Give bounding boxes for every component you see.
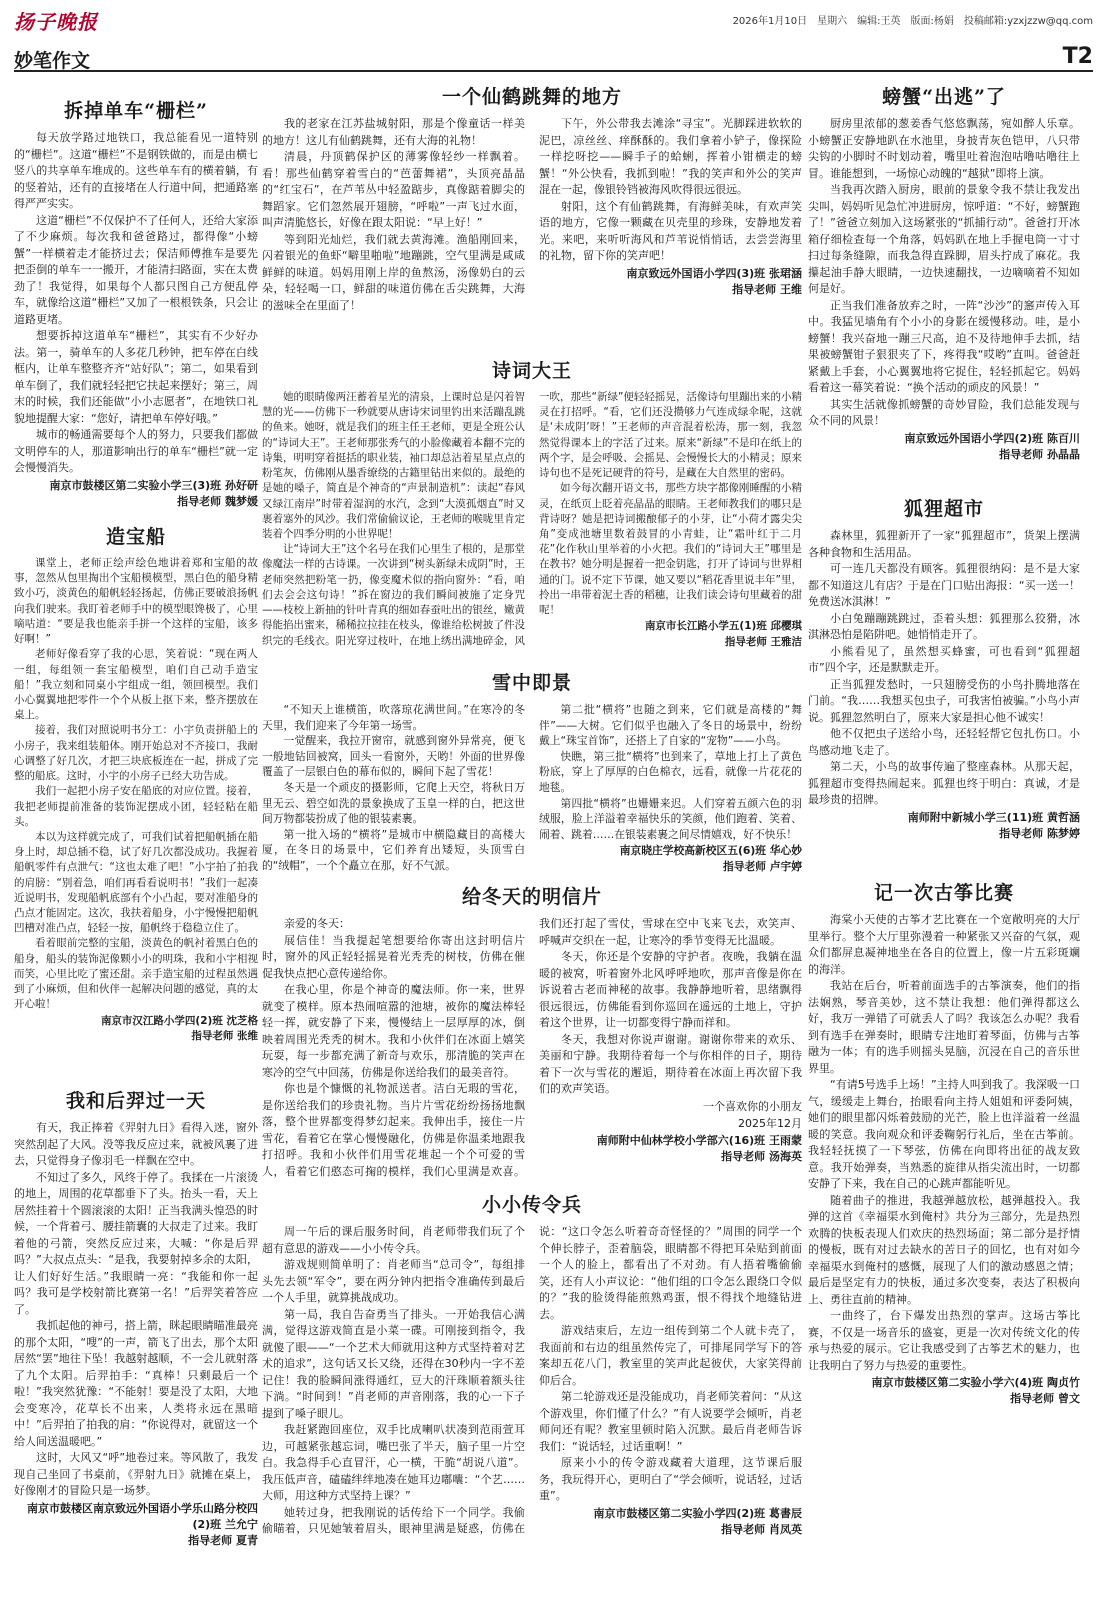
paragraph: 第二天，小鸟的故事传遍了整座森林。从那天起，狐狸超市变得热闹起来。狐狸也终于明白：真诚，才是最珍贵的招牌。 xyxy=(808,760,1080,806)
paragraph: 老师好像看穿了我的心思，笑着说：“现在两人一组，每组领一套宝船模型，咱们自己动手造宝船！”我立刻和同桌小宇组成一组，领回模型。我们小心翼翼地把零件一个个从板上抠下来，整齐摆放在桌上。 xyxy=(14,648,258,722)
paragraph: 我抓起他的神弓，搭上箭，眯起眼睛瞄准最亮的那个太阳，“嗖”的一声，箭飞了出去，那个太阳居然“罢”地往下坠！我越射越顺，不一会儿就射落了九个太阳。后羿拍手：“真棒！只剩最后一个啦！”我突然犹豫：“不能射！要是没了太阳，大地会变寒冷，花草长不出来，人类将永远在黑暗中！”后羿拍了拍我的肩：“你说得对，就留这一个给人间送温暖吧。” xyxy=(14,1319,258,1448)
paragraph: 第四批“横将”也姗姗来迟。人们穿着五颜六色的羽绒服，脸上洋溢着幸福快乐的笑颜，他们跑着、笑着、闹着、跳着……在银装素裹之间尽情嬉戏，好不快乐！ xyxy=(539,796,802,841)
article-title: 记一次古筝比赛 xyxy=(873,882,1014,904)
paragraph: 本以为这样就完成了，可我们试着把船帆插在船身上时，却总插不稳，试了好几次都没成功。我握着船帆零件有点泄气：“这也太难了吧！”小宇拍了拍我的肩膀：“别着急，咱们再看看说明书！”我们一起凑近说明书，发现船帆底部有个小凸起，要对准船身的凸点才能固定。这次，我扶着船身，小宇慢慢把船帆凹槽对准凸点，轻轻一按，船帆终于稳稳立住了。 xyxy=(14,830,258,935)
paragraph: 小熊看见了，虽然想买蜂蜜，可也看到“狐狸超市”四个字，还是默默走开。 xyxy=(808,644,1080,674)
paragraph: 她转过身，把我刚说的话传给下一个同学。我偷偷瞄着，只见她皱着眉头，眼神里满是疑惑，仿佛在说：“这口令怎么听着奇奇怪怪的？”周围的同学一个个伸长脖子，歪着脑袋，眼睛都不得把耳朵贴到前面一个人的脸上，都看出了不对劲。有人捂着嘴偷偷笑，还有人小声议论：“他们组的口令怎么跟绕口令似的？”我的脸烫得能煎熟鸡蛋，恨不得找个地缝钻进去。 xyxy=(262,1225,802,1535)
paragraph: 其实生活就像抓螃蟹的奇妙冒险，我们总能发现与众不同的风景！ xyxy=(808,397,1080,427)
paragraph: 一曲终了，台下爆发出热烈的掌声。这场古筝比赛，不仅是一场音乐的盛宴，更是一次对传统文化的传承与热爱的展示。它让我感受到了古筝艺术的魅力，也让我明白了努力与热爱的重要性。 xyxy=(808,1309,1080,1372)
paragraph: 冬天，你还是个安静的守护者。夜晚，我躺在温暖的被窝，听着窗外北风呼呼地吹，那声音像是你在诉说着古老而神秘的故事。我静静地听着，思绪飘得很远很远，仿佛能看到你巡回在遥远的土地上，守护着这个世界，让一切都变得宁静而祥和。 xyxy=(539,950,802,1029)
paragraph: 第一批入场的“横将”是城市中横隐藏目的高楼大厦，在冬日的场景中，它们养育出矮短，头顶雪白的“绒帽”，一个个矗立在那，好不气派。 xyxy=(262,827,525,872)
paragraph: 亲爱的冬天： xyxy=(284,917,350,930)
teacher-credit: 指导老师 王维 xyxy=(732,282,802,296)
article-a5 xyxy=(262,358,802,666)
paragraph: 城市的畅通需要每个人的努力，只要我们都做文明停车的人，那道影响出行的单车“栅栏”就一定会慢慢消失。 xyxy=(14,428,258,474)
paragraph: 在我心里，你是个神奇的魔法师。你一来，世界就变了模样。原本热闹喧嚣的池塘，被你的魔法棒轻轻一挥，就安静了下来，慢慢结上一层厚厚的冰，倒映着周围光秃秃的树木。我和小伙伴们在冰面上嬉笑玩耍，每一步都充满了新奇与欢乐，那清脆的笑声在寒冷的空气中回荡，仿佛是你送给我们的最美音符。 xyxy=(262,983,525,1079)
paragraph: 海棠小天使的古筝才艺比赛在一个宽敞明亮的大厅里举行。整个大厅里弥漫着一种紧张又兴奋的气氛，观众们都屏息凝神地坐在各自的位置上，像一片五彩斑斓的海洋。 xyxy=(808,913,1080,976)
issue-date: 2026年1月10日 xyxy=(732,16,808,27)
letter-date: 2025年12月 xyxy=(738,1116,802,1130)
paragraph: 原来小小的传令游戏藏着大道理，这节课后服务，我玩得开心，更明白了“学会倾听，说话轻，过话重”。 xyxy=(539,1456,802,1502)
paragraph: 冬天，我想对你说声谢谢。谢谢你带来的欢乐、美丽和宁静。我期待着每一个与你相伴的日子，期待着下一次与雪花的邂逅，期待着在冰面上再次留下我们的欢声笑语。 xyxy=(539,1032,802,1095)
issue-editor: 编辑:王英 xyxy=(857,16,901,27)
article-title: 诗词大王 xyxy=(491,360,572,382)
paragraph: 第一局，我自告奋勇当了排头。一开始我信心满满，觉得这游戏简直是小菜一碟。可刚接到指令，我就傻了眼——“一个艺术大师就用这种方式坚持着对艺术的追求”，这句话又长又绕，还得在30秒内一字不差记住！我的脸瞬间涨得通红，豆大的汗珠顺着额头往下淌。“时间到！”肖老师的声音刚落，我的心一下子提到了嗓子眼儿。 xyxy=(262,1307,525,1420)
paragraph: 下午，外公带我去滩涂“寻宝”。光脚踩进软软的泥巴，凉丝丝、痒酥酥的。我们拿着小铲子，像探险一样挖呀挖——瞬手子的蛤蜊，挥着小钳横走的螃蟹！“外公快看，我抓到啦！”我的笑声和外公的笑声混在一起，像银铃铛被海风吹得很远很远。 xyxy=(539,117,802,196)
article-title: 造宝船 xyxy=(105,526,166,548)
paragraph: 我的老家在江苏盐城射阳，那是个像童话一样美的地方！这儿有仙鹤跳舞，还有大海的礼物！ xyxy=(262,117,525,147)
author-school: 南师附中仙林学校小学部六(16)班 王雨蒙 xyxy=(596,1133,802,1147)
teacher-credit: 指导老师 王雅洁 xyxy=(724,635,802,648)
paragraph: 有天，我正捧着《羿射九日》看得入迷，窗外突然刮起了大风。没等我反应过来，就被风裹了进去，只觉得身子像羽毛一样飘在空中。 xyxy=(14,1121,258,1167)
paragraph: 周一午后的课后服务时间，肖老师带我们玩了个超有意思的游戏——小小传令兵。 xyxy=(262,1225,525,1255)
article-a9 xyxy=(808,84,1080,492)
article-a10 xyxy=(808,496,1080,876)
article-body xyxy=(808,912,1080,1407)
article-body xyxy=(262,1224,802,1538)
issue-info xyxy=(723,12,1093,27)
paragraph: 这时，大风又“呼”地卷过来。等风散了，我发现自己坐回了书桌前，《羿射九日》就摊在桌上，好像刚才的冒险只是一场梦。 xyxy=(14,1451,258,1497)
section-name: 妙笔作文 xyxy=(14,50,91,72)
paragraph: 她的眼睛像两汪蓄着星光的清泉，上课时总是闪着智慧的光——仿佛下一秒就要从唐诗宋词里钓出来活蹦乱跳的鱼来。她呀，就是我们的班主任王老师，更是全班公认的“诗词大王”。王老师那张秀气的小脸像藏着本翻不完的诗集，明明穿着挺括的职业装，袖口却总沾着星星点点的粉笔灰，仿佛刚从墨香缭绕的古籍里钻出来似的。最绝的是她的嗓子，简直是个神奇的“声景制造机”：读起“春风又绿江南岸”时带着湿润的水汽，念到“大漠孤烟直”时又裹着塞外的风沙。我们常偷偷议论，王老师的喉咙里肯定装着个四季分明的小世界呢！ xyxy=(262,391,525,540)
article-a1 xyxy=(14,98,258,518)
page-code: T2 xyxy=(1062,44,1093,69)
paragraph: 每天放学路过地铁口，我总能看见一道特别的“栅栏”。这道“栅栏”不是钢铁做的，而是由横七竖八的共享单车堆成的。这些单车有的横着躺，有的竖着站，还有的直接堵在人行道中间，把通路塞得严严实实。 xyxy=(14,131,258,210)
paragraph: 随着曲子的推进，我越弹越放松，越弹越投入。我弹的这首《幸福渠水到俺村》共分为三部分，先是热烈欢腾的快板表现人们欢庆的热烈场面；第二部分是抒情的慢板，既有对过去缺水的苦日子的回忆，也有对如今幸福渠水到俺村的感慨，展现了人们的激动感恩之情；最后是坚定有力的快板，通过多次变奏，表达了积极向上、勇往直前的精神。 xyxy=(808,1193,1080,1306)
author-school: 南京市汉江路小学四(2)班 沈芝格 xyxy=(100,1014,258,1027)
author-school: 南京致远外国语小学四(3)班 张珺涵 xyxy=(626,266,802,280)
article-title: 我和后羿过一天 xyxy=(65,1090,206,1112)
paragraph: “不知天上谁横笛，吹落琼花满世间。”在寒冷的冬天里，我们迎来了今年第一场雪。 xyxy=(262,703,525,732)
article-body xyxy=(14,1120,258,1549)
paragraph: 课堂上，老师正绘声绘色地讲着郑和宝船的故事，忽然从包里掏出个宝船模模型，黑白色的船身精致小巧，淡黄色的船帆轻轻扬起，仿佛正要破浪扬帆向我们驶来。我盯着老师手中的模型眼馋极了，心里嘀咕道：“要是我也能亲手拼一个这样的宝船，该多好啊！” xyxy=(14,557,258,646)
article-title: 螃蟹“出逃”了 xyxy=(882,86,1006,108)
paragraph: 当我再次踏入厨房，眼前的景象令我不禁让我发出尖叫，妈妈听见急忙冲进厨房，惊呼道：“不好，螃蟹跑了！”爸爸立刻加入这场紧张的“抓捕行动”。爸爸打开冰箱仔细检查每一个角落，妈妈趴在地上手握电筒一寸寸扫过每条缝隙，而我急得直跺脚，眉头拧成了麻花。我攥起油手静大眼睛，一边快速翻找，一边嘀嘀着不知如何是好。 xyxy=(808,183,1080,295)
teacher-credit: 指导老师 曾文 xyxy=(1010,1392,1080,1405)
article-body xyxy=(262,916,802,1180)
paragraph: 森林里，狐狸新开了一家“狐狸超市”，货架上摆满各种食物和生活用品。 xyxy=(808,529,1080,559)
article-a6 xyxy=(262,670,802,880)
teacher-credit: 指导老师 夏青 xyxy=(188,1533,258,1547)
paragraph: “有请5号选手上场！”主持人叫到我了。我深吸一口气，缓缓走上舞台，抬眼看向主持人姐姐和评委阿姨，她们的眼里都闪烁着鼓励的光芒，脸上也洋溢着一丝温暖的笑意。我向观众和评委鞠躬行礼后，坐在古筝前。我轻轻抚摸了一下琴弦，仿佛在向即将出征的战友致意。我开始弹奏，当熟悉的旋律从指尖流出时，一切都安静了下来，我在自己的心跳声都能听见。 xyxy=(808,1078,1080,1190)
paragraph: 正当狐狸发愁时，一只翅膀受伤的小鸟扑腾地落在门前。“我……我想买包虫子，可我害怕被骗。”小鸟小声说。狐狸忽然明白了，原来大家是担心他不诚实！ xyxy=(808,677,1080,724)
paragraph: 让“诗词大王”这个名号在我们心里生了根的，是那堂像魔法一样的古诗课。一次讲到“树头新绿未成阴”时，王老师突然把粉笔一扔，像变魔术似的指向窗外：“看，咱们去会会这句诗！”拆在窗边的我们瞬间被施了定身咒——枝校上新抽的针叶青真的细如春蚕吐出的银丝，嫩黄得能掐出蜜来，稀稀拉拉挂在枝头，像谁给松树披了件没织完的毛线衣。阳光穿过枝叶，在地上绣出满地碎金，风一吹，那些“新绿”便轻轻摇晃，活像诗句里蹦出来的小精灵在打招呼。“看，它们还没攒够力气连成绿伞呢，这就是‘未成阴’呀！”王老师的声音混着松涛，那一刻，我忽然觉得课本上的字活了过来。原来“新绿”不是印在纸上的两个字，是会呼吸、会摇晃、会慢慢长大的小精灵；原来诗句也不是死记硬背的符号，是藏在大自然里的密码。 xyxy=(262,391,802,647)
paragraph: 小白兔蹦蹦跳跳过，歪着头想：狐狸那么狡猾，冰淇淋恐怕是陷阱吧。她悄悄走开了。 xyxy=(808,611,1080,641)
article-a2 xyxy=(14,524,258,1082)
paragraph: 等到阳光灿烂，我们就去黄海滩。渔船刚回来，闪着银光的鱼虾“噼里啪啦”地蹦跳，空气里满是咸咸鲜鲜的味道。妈妈用刚上岸的鱼熬汤，汤像奶白的云朵，轻轻喝一口，鲜甜的味道仿佛在舌尖跳舞，大海的滋味全在里面了！ xyxy=(262,232,525,312)
paragraph: 可一连几天都没有顾客。狐狸很纳闷：是不是大家都不知道这儿有店？于是在门口贴出海报：“买一送一！免费送冰淇淋！” xyxy=(808,562,1080,608)
article-title: 小小传令兵 xyxy=(481,1194,582,1216)
paragraph: 如今每次翻开语文书，那些方块字都像刚睡醒的小精灵，在纸页上眨着亮晶晶的眼睛。王老师教我们的哪只是背诗呀？她是把诗词搬酿郁子的小芽，让“小荷才露尖尖角”变成池塘里数着鼓冒的小青蛙，让“霜叶红于二月花”化作秋山里举着的小火把。我们的“诗词大王”哪里是在教书？她分明是握着一把金钥匙，打开了诗词与世界相通的门。说不定下节课，她又要以“稻花香里说丰年”里，拎出一串带着泥土香的稻穗，让我们读会诗句里藏着的甜呢！ xyxy=(539,482,802,617)
issue-email: 投稿邮箱:yzxjzzw@qq.com xyxy=(963,16,1093,27)
article-title: 雪中即景 xyxy=(491,672,572,694)
paragraph: 清晨，丹顶鹤保护区的薄雾像轻纱一样飘着。看！那些仙鹤穿着雪白的“芭蕾舞裙”，头顶亮晶晶的“红宝石”，在芦苇丛中轻盈踮步，真像踮着脚尖的舞蹈家。它们忽然展开翅膀，“呼啦”一声飞过水面，叫声清脆悠长，好像在跟太阳说：“早上好！” xyxy=(262,150,525,229)
letter-signature: 一个喜欢你的小朋友 xyxy=(703,1099,802,1113)
article-title: 拆掉单车“栅栏” xyxy=(64,100,208,122)
article-body xyxy=(14,556,258,1044)
paragraph: 游戏结束后，左边一组传到第二个人就卡壳了，我面前和右边的组虽然传完了，可排尾同学写下的答案却五花八门，教室里的笑声此起彼伏，大家笑得前仰后合。 xyxy=(539,1324,802,1387)
article-a4 xyxy=(262,84,802,354)
teacher-credit: 指导老师 陈梦婷 xyxy=(999,826,1080,840)
author-school: 南师附中新城小学三(11)班 黄哲涵 xyxy=(907,810,1080,824)
article-body xyxy=(262,390,802,650)
paragraph: 厨房里浓郁的葱姜香气悠悠飘荡，宛如醉人乐章。小螃蟹正安静地趴在水池里，身披青灰色铠甲，八只带尖钩的小脚时不时划动着，嘴里吐着泡泡咕噜咕噜往上冒。谁能想到，一场惊心动魄的“越狱”即将上演。 xyxy=(808,117,1080,180)
issue-layout: 版面:杨娟 xyxy=(910,16,954,27)
article-title: 一个仙鹤跳舞的地方 xyxy=(441,86,622,108)
paragraph: 我赶紧跑回座位，双手比成喇叭状凑到范雨萱耳边，可越紧张越忘词，嘴巴张了半天，脑子里一片空白。我急得手心直冒汗，心一横，干脆“胡说八道”。我压低声音，磕磕绊绊地凑在她耳边嘟囔：“个艺……大师，用这种方式坚持上课？” xyxy=(262,1423,525,1502)
paragraph: 游戏规则简单明了：肖老师当“总司令”，每组排头先去领“军令”，要在两分钟内把指令准确传到最后一个人手里，就算挑战成功。 xyxy=(262,1258,525,1304)
article-body xyxy=(262,116,802,314)
article-body xyxy=(808,528,1080,842)
paragraph: 第二轮游戏还是没能成功，肖老师笑着问：“从这个游戏里，你们懂了什么？”有人说要学会倾听，肖老师问还有呢？教室里顿时陷入沉默。最后肖老师告诉我们：“说话轻，过话重啊！” xyxy=(539,1390,802,1453)
paragraph: 他不仅把虫子送给小鸟，还轻轻帮它包扎伤口。小鸟感动地飞走了。 xyxy=(808,727,1080,757)
paragraph: 正当我们准备放弃之时，一阵“沙沙”的窸声传入耳中。我猛见墙角有个小小的身影在缓慢移动。哇，是小螃蟹！我兴奋地一蹦三尺高，迫不及待地伸手去抓，结果被螃蟹钳子狠狠夹了下，疼得我“哎哟”直叫。爸爸赶紧戴上手套，小心翼翼地将它捉住，轻轻抓起它。妈妈看着这一幕笑着说：“换个活动的顽皮的风景！” xyxy=(808,298,1080,394)
paragraph: 我们一起把小房子安在船底的对应位置。接着，我把老师提前准备的装饰泥摆成小团，轻轻粘在船头。 xyxy=(14,785,258,828)
article-title: 狐狸超市 xyxy=(903,498,984,520)
author-school: 南京市鼓楼区第二实验小学六(4)班 陶贞竹 xyxy=(871,1376,1080,1389)
article-body xyxy=(14,130,258,510)
paragraph: 我站在后台，听着前面选手的古筝演奏，他们的指法娴熟，琴音美妙，这不禁让我想：他们弹得都这么好，我万一弹错了可就丢人了吗？我该怎么办呢？我看到有选手在弹奏时，眼睛专注地盯着琴面，仿佛与古筝融为一体；有的选手则摇头晃脑，沉浸在自己的音乐世界里。 xyxy=(808,979,1080,1075)
article-a3 xyxy=(14,1088,258,1594)
paragraph: 这道“栅栏”不仅保护不了任何人，还给大家添了不少麻烦。每次我和爸爸路过，都得像“小螃蟹”一样横着走才能挤过去；保洁师傅推车是要先把歪倒的单车一一搬开，才能清扫路面，实在太费劲了！我觉得，如果每个人都只图自己方便乱停车，就像给这道“栅栏”又加了一根根铁条，只会让道路更堵。 xyxy=(14,213,258,326)
article-a11 xyxy=(808,880,1080,1594)
paragraph: 冬天是一个顽皮的摄影师，它爬上天空，将秋日万里无云、碧空如洗的景象换成了玉皇一样的白，把这世间万物都装扮成了他的银装素裹。 xyxy=(262,780,525,826)
section-bar xyxy=(14,44,1093,72)
article-body xyxy=(808,116,1080,463)
article-a7 xyxy=(262,884,802,1188)
paragraph: 一觉醒来，我拉开窗帘，就感到窗外异常亮，便飞一般地钻回被窝，回头一看窗外，天哟！外面的世界像覆盖了一层银白色的幕布似的，瞬间下起了雪花！ xyxy=(262,734,525,779)
author-school: 南京市长江路小学五(1)班 邱樱琪 xyxy=(644,620,802,633)
paragraph: 不知过了多久，风终于停了。我揉在一片滚烫的地上，周围的花草都垂下了头。抬头一看，天上居然挂着十个圆滚滚的太阳！正当我满头惶恐的时候，一个背着弓、腰挂箭囊的大叔走了过来。我盯着他的弓箭，突然反应过来，大喊：“你是后羿吗？”大叔点点头：“是我，我要射掉多余的太阳，让人们好好生活。”我眼睛一亮：“我能和你一起吗？我可是学校射箭比赛第一名！”后羿笑着答应了。 xyxy=(14,1170,258,1316)
author-school: 南京市鼓楼区第二实验小学四(2)班 葛書辰 xyxy=(593,1506,802,1520)
paragraph: 看着眼前完整的宝船，淡黄色的帆衬着黑白色的船身，船头的装饰泥像颗小小的明珠，我和小宇相视而笑，心里比吃了蜜还甜。亲手造宝船的过程虽然遇到了小麻烦，但和伙伴一起解决问题的感觉，真的太开心啦！ xyxy=(14,937,258,1011)
author-school: 南京晓庄学校高新校区五(6)班 华心妙 xyxy=(619,844,802,858)
paragraph: 你也是个慷慨的礼物派送者。洁白无瑕的雪花，是你送给我们的珍贵礼物。当片片雪花纷纷扬扬地飘落，整个世界都变得梦幻起来。我伸出手，接住一片雪花，看着它在掌心慢慢融化，仿佛是你温柔地跟我打招呼。我和小伙伴们用雪花堆起一个个可爱的雪人，看着它们憨态可掬的模样，我们心里满是欢喜。我们还打起了雪仗，雪球在空中飞来飞去，欢笑声、呼喊声交织在一起，让寒冷的季节变得无比温暖。 xyxy=(262,917,802,1178)
teacher-credit: 指导老师 卢宇婷 xyxy=(723,859,802,873)
author-school: 南京市鼓楼区第二实验小学三(3)班 孙好研 xyxy=(49,478,258,492)
paragraph: 快瞧，第三批“横将”也到来了，草地上打上了黄色粉底，穿上了厚厚的白色棉衣，远看，就像一片花花的地毯。 xyxy=(539,749,802,794)
paragraph: 展信佳！当我提起笔想要给你寄出这封明信片时，窗外的风正轻轻摇晃着光秃秃的树枝，仿佛在催促我快点把心意传递给你。 xyxy=(262,933,525,980)
author-school: 南京致远外国语小学四(2)班 陈百川 xyxy=(904,431,1080,445)
masthead xyxy=(14,6,1093,34)
teacher-credit: 指导老师 孙晶晶 xyxy=(999,447,1080,461)
teacher-credit: 指导老师 汤海英 xyxy=(721,1149,802,1163)
teacher-credit: 指导老师 魏梦媛 xyxy=(177,494,258,508)
article-body xyxy=(262,702,802,875)
paragraph: 第二批“横将”也随之到来，它们就是高楼的“舞伴”——大树。它们似乎也融入了冬日的场景中，纷纷戴上“珠宝首饰”，还搭上了自家的“宠物”——小鸟。 xyxy=(539,703,802,748)
teacher-credit: 指导老师 肖凤英 xyxy=(721,1522,802,1536)
article-title: 给冬天的明信片 xyxy=(461,886,602,908)
article-a8 xyxy=(262,1192,802,1594)
paragraph: 接着，我们对照说明书分工：小宇负责拼船上的小房子，我来组装船体。刚开始总对不齐接口，我耐心调整了好几次，才把三块底板连在一起，拼成了完整的船底。这时，小宇的小房子已经大功告成。 xyxy=(14,724,258,783)
newspaper-logo: 扬子晚报 xyxy=(14,10,98,34)
paragraph: 想要拆掉这道单车“栅栏”，其实有不少好办法。第一，骑单车的人多花几秒钟，把车停在白线框内，让单车整整齐齐“站好队”；第二，如果看到单车倒了，我们就轻轻把它扶起来摆好；第三，周末的时候，我们还能做“小小志愿者”，在地铁口礼貌地提醒大家：“您好，请把单车停好哦。” xyxy=(14,329,258,425)
teacher-credit: 指导老师 张维 xyxy=(191,1029,258,1042)
paragraph: 射阳，这个有仙鹤跳舞，有海鲜美味，有欢声笑语的地方，它像一颗藏在贝壳里的珍珠，安静地发着光。来吧，来听听海风和芦苇说悄悄话，去尝尝海里的礼物，留下你的笑声吧！ xyxy=(539,199,802,262)
issue-weekday: 星期六 xyxy=(817,16,848,27)
author-school: 南京市鼓楼区南京致远外国语小学乐山路分校四(2)班 兰允宁 xyxy=(27,1501,258,1531)
